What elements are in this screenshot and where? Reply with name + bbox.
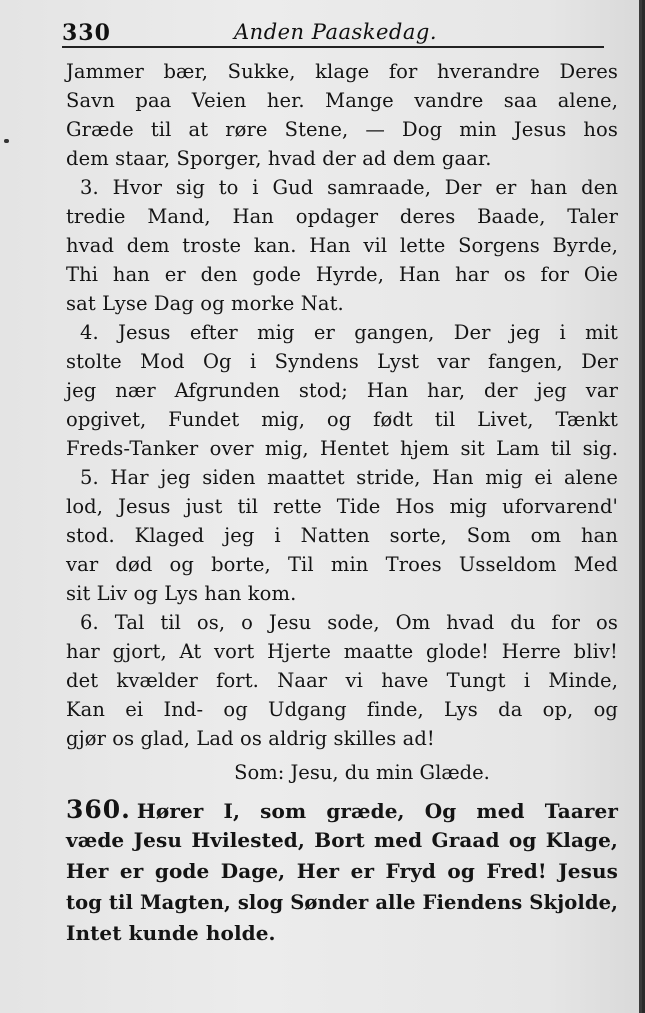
text-line: Thi han er den gode Hyrde, Han har os for Oie	[66, 263, 618, 286]
verse-4-line: 4. Jesus efter mig er gangen, Der jeg i mit	[80, 321, 618, 344]
text-line: opgivet, Fundet mig, og født til Livet, Tænkt	[66, 408, 618, 431]
text-line: dem staar, Sporger, hvad der ad dem gaar.	[66, 147, 492, 170]
text-line: Græde til at røre Stene, — Dog min Jesus hos	[66, 118, 618, 141]
text-line: Savn paa Veien her. Mange vandre saa alene,	[66, 89, 618, 112]
ink-mark	[4, 139, 9, 143]
text-line: lod, Jesus just til rette Tide Hos mig uforvarend'	[66, 495, 618, 518]
text-line: tredie Mand, Han opdager deres Baade, Taler	[66, 205, 618, 228]
verse-5-line: 5. Har jeg siden maattet stride, Han mig ei alene	[80, 466, 618, 489]
text-line: jeg nær Afgrunden stod; Han har, der jeg var	[66, 379, 618, 402]
hymn-line: Intet kunde holde.	[66, 921, 276, 945]
text-line: det kvælder fort. Naar vi have Tungt i Minde,	[66, 669, 618, 692]
page-header	[62, 18, 604, 48]
text-line: sit Liv og Lys han kom.	[66, 582, 297, 605]
hymn-line: Her er gode Dage, Her er Fryd og Fred! Jesus	[66, 859, 618, 883]
hymn-line: tog til Magten, slog Sønder alle Fiendens Skjolde,	[66, 891, 618, 914]
text-line: stod. Klaged jeg i Natten sorte, Som om han	[66, 524, 618, 547]
text-line: har gjort, At vort Hjerte maatte glode! Herre bliv!	[66, 640, 618, 663]
header-rule	[62, 46, 604, 48]
text-line: gjør os glad, Lad os aldrig skilles ad!	[66, 727, 435, 750]
text-line: sat Lyse Dag og morke Nat.	[66, 292, 344, 315]
text-line: var død og borte, Til min Troes Usseldom Med	[66, 553, 618, 576]
text-line: Jammer bær, Sukke, klage for hverandre Deres	[66, 60, 618, 83]
text-line: hvad dem troste kan. Han vil lette Sorgens Byrde,	[66, 234, 618, 257]
hymn-line: væde Jesu Hvilested, Bort med Graad og Klage,	[66, 828, 618, 852]
hymn-first-line	[66, 794, 618, 825]
page-number: 330	[62, 20, 111, 46]
hymn-360	[66, 758, 618, 949]
hymn-first-line-text: Hører I, som græde, Og med Taarer	[136, 799, 618, 823]
melody-line: Som: Jesu, du min Glæde.	[234, 761, 490, 784]
verse-3-line: 3. Hvor sig to i Gud samraade, Der er han den	[80, 176, 618, 199]
text-line: Freds-Tanker over mig, Hentet hjem sit Lam til sig.	[66, 437, 618, 460]
hymn-text-continued	[66, 57, 618, 753]
hymn-body	[66, 794, 618, 949]
text-line: stolte Mod Og i Syndens Lyst var fangen, Der	[66, 350, 618, 373]
hymn-number: 360.	[66, 795, 131, 824]
text-line: Kan ei Ind- og Udgang finde, Lys da op, og	[66, 698, 618, 721]
running-title: Anden Paaskedag.	[234, 20, 437, 44]
verse-6-line: 6. Tal til os, o Jesu sode, Om hvad du for os	[80, 611, 618, 634]
page-edge	[639, 0, 642, 1013]
